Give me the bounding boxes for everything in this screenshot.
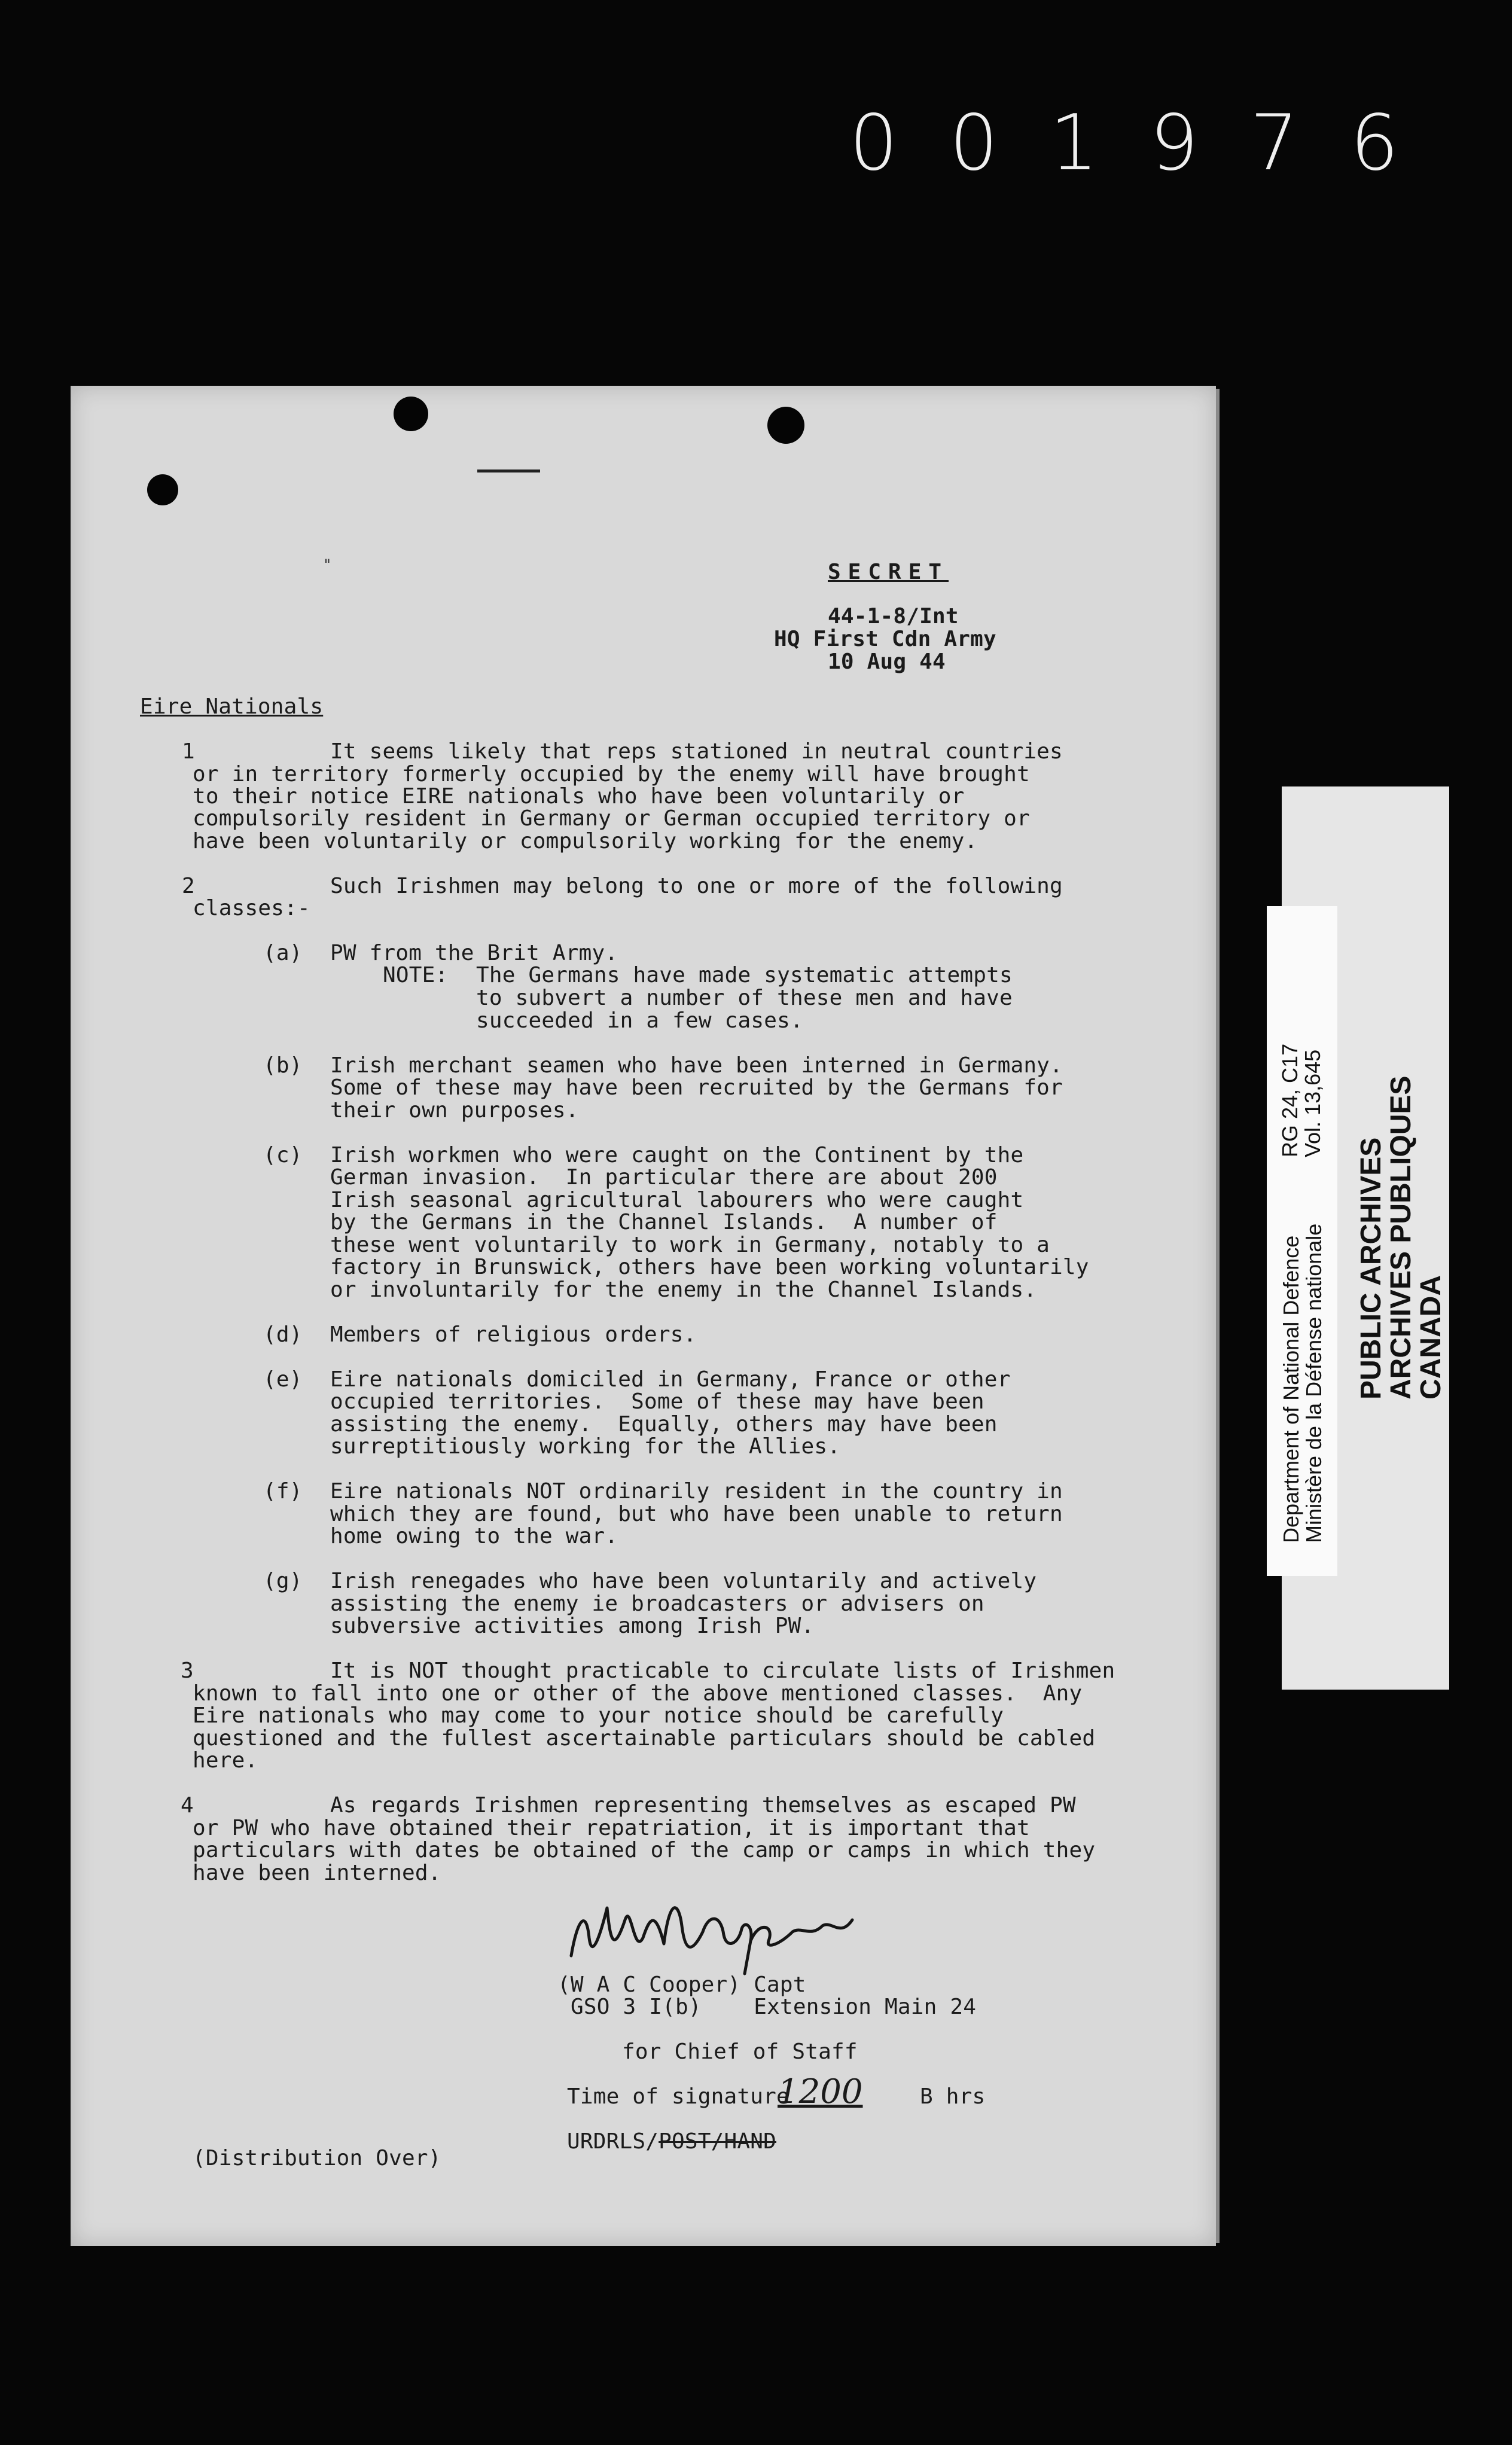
paragraph-number: 1 — [182, 739, 195, 764]
time-of-signature-label: Time of signature — [567, 2084, 789, 2109]
urdrls-line — [567, 2130, 776, 2153]
class-line: Eire nationals domiciled in Germany, France or other — [330, 1367, 1011, 1392]
paragraph-line: compulsorily resident in Germany or German occupied territory or — [193, 806, 1030, 831]
class-line: factory in Brunswick, others have been working voluntarily — [330, 1255, 1089, 1279]
distribution-note: (Distribution Over) — [193, 2146, 441, 2170]
signatory-post: GSO 3 I(b) Extension Main 24 — [571, 1995, 977, 2019]
record-group-text — [1279, 1044, 1324, 1157]
class-line: Irish merchant seamen who have been interned in Germany. — [330, 1053, 1063, 1078]
department-text — [1280, 1224, 1325, 1543]
class-line: assisting the enemy. Equally, others may have been — [330, 1412, 998, 1437]
class-letter: (c) — [263, 1143, 303, 1167]
handwritten-signature — [559, 1884, 858, 1986]
class-line: their own purposes. — [330, 1098, 579, 1123]
class-line: Irish seasonal agricultural labourers who were caught — [330, 1188, 1024, 1212]
paragraph-line: have been voluntarily or compulsorily working for the enemy. — [193, 829, 978, 853]
class-line: assisting the enemy ie broadcasters or advisers on — [330, 1592, 984, 1616]
signatory-name: (W A C Cooper) Capt — [557, 1973, 806, 1997]
paragraph-number: 2 — [182, 874, 195, 898]
paragraph-line: to their notice EIRE nationals who have been voluntarily or — [193, 784, 965, 809]
time-of-signature-value: 1200 — [778, 2072, 863, 2111]
paragraph-number: 4 — [181, 1793, 194, 1818]
note-line: to subvert a number of these men and have — [476, 986, 1013, 1010]
paragraph-line: It seems likely that reps stationed in neutral countries — [330, 739, 1063, 764]
class-letter: (d) — [263, 1322, 303, 1347]
paragraph-line: As regards Irishmen representing themselves as escaped PW — [330, 1793, 1076, 1818]
class-line: by the Germans in the Channel Islands. A number of — [330, 1210, 998, 1234]
class-letter: (f) — [263, 1479, 303, 1504]
frame-number: 001976 — [849, 99, 1450, 188]
pencil-mark — [477, 470, 540, 472]
class-letter: (g) — [263, 1569, 303, 1593]
class-line: Irish renegades who have been voluntarily and actively — [330, 1569, 1037, 1593]
class-line: PW from the Brit Army. — [330, 941, 618, 965]
class-line: German invasion. In particular there are about 200 — [330, 1165, 998, 1190]
class-line: Eire nationals NOT ordinarily resident in the country in — [330, 1479, 1063, 1504]
for-chief-of-staff: for Chief of Staff — [622, 2039, 858, 2064]
class-line: Some of these may have been recruited by the Germans for — [330, 1075, 1063, 1100]
archives-heading — [1356, 1076, 1446, 1400]
class-line: these went voluntarily to work in Germany, notably to a — [330, 1233, 1050, 1257]
pencil-mark: " — [323, 556, 332, 573]
note-label: NOTE: — [383, 963, 449, 987]
archives-fr: ARCHIVES PUBLIQUES — [1385, 1075, 1417, 1400]
paragraph-line: here. — [193, 1748, 258, 1773]
sheet-edge — [1216, 389, 1220, 2243]
paragraph-line: classes:- — [193, 896, 310, 920]
class-line: home owing to the war. — [330, 1524, 618, 1548]
paragraph-number: 3 — [181, 1659, 194, 1683]
time-suffix: B hrs — [920, 2084, 986, 2109]
paragraph-line: have been interned. — [193, 1861, 441, 1885]
paragraph-line: particulars with dates be obtained of the camp or camps in which they — [193, 1838, 1096, 1862]
class-letter: (a) — [263, 941, 303, 965]
class-line: or involuntarily for the enemy in the Channel Islands. — [330, 1278, 1037, 1302]
paragraph-line: or PW who have obtained their repatriation, it is important that — [193, 1816, 1030, 1840]
class-letter: (b) — [263, 1053, 303, 1078]
archives-en: PUBLIC ARCHIVES — [1355, 1137, 1387, 1400]
urdrls-text: URDRLS/ — [567, 2129, 659, 2154]
class-line: which they are found, but who have been unable to return — [330, 1502, 1063, 1526]
punch-hole — [147, 474, 178, 505]
paragraph-line: known to fall into one or other of the above mentioned classes. Any — [193, 1681, 1083, 1706]
paragraph-line: questioned and the fullest ascertainable particulars should be cabled — [193, 1726, 1096, 1751]
class-line: surreptitiously working for the Allies. — [330, 1434, 841, 1459]
subject-heading: Eire Nationals — [140, 694, 324, 719]
class-letter: (e) — [263, 1367, 303, 1392]
headquarters: HQ First Cdn Army — [774, 627, 996, 651]
department-fr: Ministère de la Défense nationale — [1301, 1223, 1326, 1543]
note-line: The Germans have made systematic attempts — [476, 963, 1013, 987]
punch-hole — [767, 407, 804, 444]
classification: SECRET — [828, 560, 949, 584]
class-line: Members of religious orders. — [330, 1322, 697, 1347]
struck-text: POST/HAND — [659, 2129, 776, 2154]
class-line: Irish workmen who were caught on the Continent by the — [330, 1143, 1024, 1167]
paragraph-line: Eire nationals who may come to your notice should be carefully — [193, 1703, 1004, 1728]
paragraph-line: It is NOT thought practicable to circulate lists of Irishmen — [330, 1659, 1115, 1683]
file-reference: 44-1-8/Int — [828, 604, 959, 629]
volume: Vol. 13,645 — [1300, 1049, 1325, 1157]
class-line: subversive activities among Irish PW. — [330, 1614, 815, 1638]
class-line: occupied territories. Some of these may have been — [330, 1389, 984, 1414]
record-group: RG 24, C17 — [1278, 1043, 1302, 1157]
paragraph-line: or in territory formerly occupied by the enemy will have brought — [193, 762, 1030, 786]
punch-hole — [394, 397, 428, 431]
paragraph-line: Such Irishmen may belong to one or more of the following — [330, 874, 1063, 898]
archives-country: CANADA — [1415, 1275, 1447, 1400]
department-en: Department of National Defence — [1279, 1235, 1303, 1543]
note-line: succeeded in a few cases. — [476, 1008, 803, 1033]
document-date: 10 Aug 44 — [828, 650, 946, 674]
